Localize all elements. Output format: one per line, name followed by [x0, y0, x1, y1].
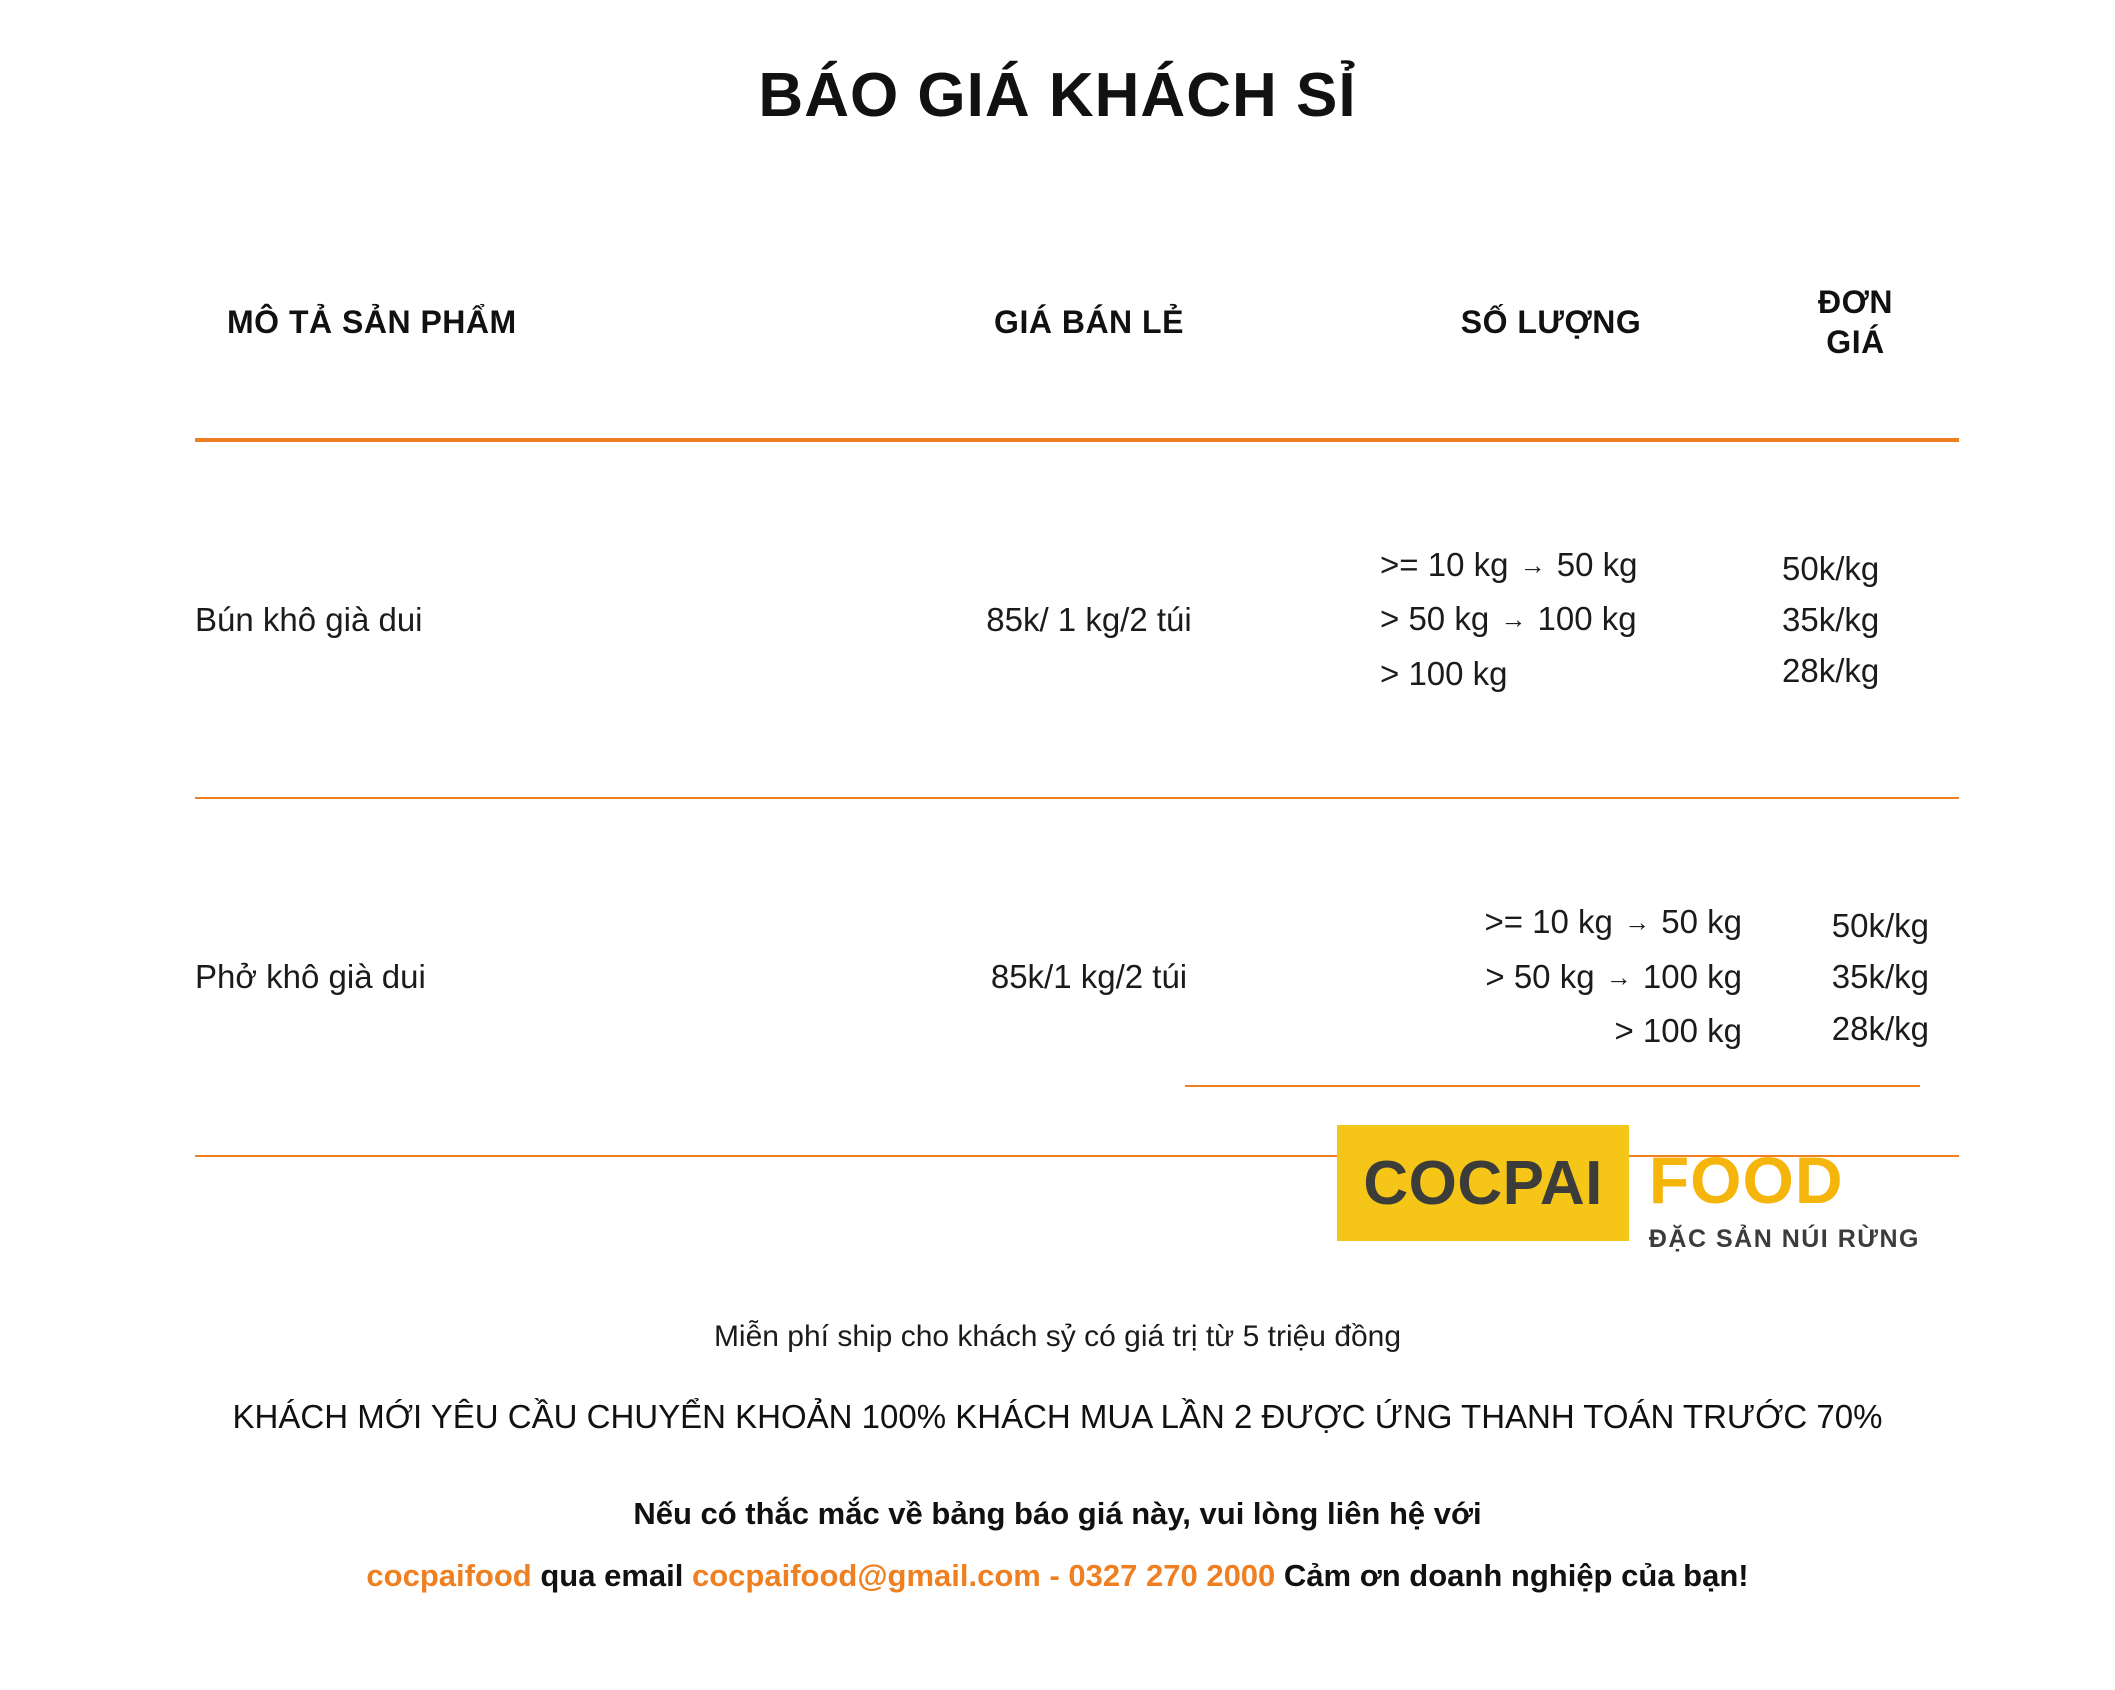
- quantity-prefix: >= 10 kg: [1484, 903, 1613, 941]
- header-unit-price: [1752, 281, 1959, 390]
- rule-thin: [195, 797, 1959, 799]
- rule-thick: [195, 438, 1959, 442]
- quantity-line: [1350, 950, 1742, 1004]
- header-quantity: SỐ LƯỢNG: [1460, 303, 1642, 340]
- cell-quantity: [1350, 847, 1752, 1106]
- arrow-icon: →: [1605, 961, 1632, 992]
- rule-cell: [195, 749, 1959, 847]
- quantity-line: [1350, 895, 1742, 949]
- footer-contact-mid: qua email: [531, 1558, 692, 1593]
- unit-price-line: 28k/kg: [1782, 652, 1880, 690]
- quantity-prefix: >= 10 kg: [1380, 546, 1509, 583]
- header-description: MÔ TẢ SẢN PHẨM: [227, 303, 517, 340]
- footer-brand-handle: cocpaifood: [366, 1558, 532, 1593]
- cell-retail-price: 85k/1 kg/2 túi: [990, 957, 1188, 995]
- quantity-suffix: 100 kg: [1537, 600, 1637, 638]
- header-unit-price-line1: ĐƠN: [1817, 284, 1893, 320]
- logo-divider: [1185, 1085, 1920, 1087]
- quantity-line: [1350, 1004, 1742, 1058]
- table-row: [195, 490, 1959, 749]
- quantity-suffix: 50 kg: [1556, 546, 1638, 583]
- header-separator-row: [195, 390, 1959, 490]
- quantity-prefix: > 50 kg: [1485, 957, 1595, 995]
- quantity-prefix: > 100 kg: [1380, 654, 1508, 692]
- table-header-row: [195, 281, 1959, 390]
- footer: [0, 1320, 2115, 1594]
- footer-contact-intro: Nếu có thắc mắc về bảng báo giá này, vui lòng liên hệ với: [633, 1496, 1482, 1531]
- cell-description: Bún khô già dui: [195, 600, 423, 638]
- cell-retail-price: 85k/ 1 kg/2 túi: [986, 600, 1192, 638]
- header-rule: [195, 390, 1959, 490]
- unit-price-line: 28k/kg: [1831, 1009, 1929, 1047]
- header-retail-price: GIÁ BÁN LẺ: [994, 303, 1184, 340]
- quantity-suffix: 100 kg: [1642, 957, 1742, 995]
- footer-contact-line: [0, 1558, 2115, 1594]
- arrow-icon: →: [1519, 550, 1546, 580]
- logo-text-block: [1649, 1125, 1920, 1254]
- unit-price-line: 50k/kg: [1782, 549, 1880, 587]
- quantity-suffix: 50 kg: [1661, 903, 1742, 941]
- quantity-line: [1380, 647, 1752, 701]
- footer-shipping-note: Miễn phí ship cho khách sỷ có giá trị từ 5 triệu đồng: [713, 1320, 1402, 1353]
- logo-tagline: ĐẶC SẢN NÚI RỪNG: [1648, 1225, 1920, 1253]
- cell-description: Phở khô già dui: [195, 957, 426, 995]
- brand-logo: [1185, 1125, 1920, 1254]
- quantity-prefix: > 100 kg: [1614, 1012, 1742, 1050]
- quantity-line: [1380, 538, 1752, 592]
- table-row: [195, 847, 1959, 1106]
- row-separator: [195, 749, 1959, 847]
- cell-unit-price: [1752, 490, 1959, 749]
- logo-badge: COCPAI: [1337, 1125, 1629, 1241]
- unit-price-line: 35k/kg: [1831, 958, 1929, 996]
- footer-contact-end: Cảm ơn doanh nghiệp của bạn!: [1275, 1558, 1749, 1593]
- arrow-icon: →: [1624, 907, 1651, 938]
- logo-food-text: FOOD: [1648, 1143, 1844, 1217]
- cell-unit-price: [1752, 847, 1959, 1106]
- footer-payment-terms: KHÁCH MỚI YÊU CẦU CHUYỂN KHOẢN 100% KHÁCH MUA LẦN 2 ĐƯỢC ỨNG THANH TOÁN TRƯỚC 70%: [232, 1398, 1883, 1435]
- quantity-line: [1380, 592, 1752, 646]
- logo-area: [1185, 1085, 1920, 1254]
- price-table-wrapper: [195, 131, 1929, 1205]
- header-unit-price-line2: GIÁ: [1826, 324, 1885, 360]
- footer-contact-details: cocpaifood@gmail.com - 0327 270 2000: [691, 1558, 1276, 1593]
- unit-price-line: 50k/kg: [1831, 907, 1929, 945]
- quantity-prefix: > 50 kg: [1380, 600, 1490, 638]
- unit-price-line: 35k/kg: [1782, 601, 1880, 639]
- page-title: BÁO GIÁ KHÁCH SỈ: [758, 61, 1357, 130]
- price-table: [195, 281, 1959, 1205]
- arrow-icon: →: [1500, 604, 1527, 635]
- cell-quantity: [1350, 490, 1752, 749]
